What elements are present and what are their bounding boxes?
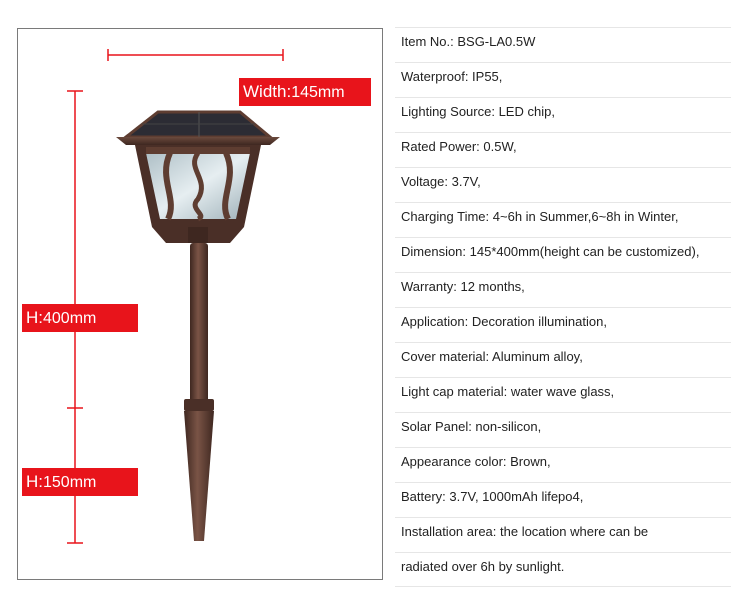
total-height-label-value: 400mm: [43, 310, 97, 327]
spec-battery: Battery: 3.7V, 1000mAh lifepo4,: [395, 482, 731, 517]
spec-installation-area-continued: radiated over 6h by sunlight.: [395, 552, 731, 587]
spec-lighting-source: Lighting Source: LED chip,: [395, 97, 731, 132]
stake-height-label-value: 150mm: [43, 474, 97, 491]
lamp-pole: [184, 243, 214, 411]
spec-warranty: Warranty: 12 months,: [395, 272, 731, 307]
solar-cap: [116, 112, 280, 145]
spec-dimension: Dimension: 145*400mm(height can be customized),: [395, 237, 731, 272]
stake-height-dimension-label: [22, 468, 138, 496]
ground-stake: [184, 411, 214, 541]
spec-installation-area: Installation area: the location where can be: [395, 517, 731, 552]
total-height-label-prefix: H:: [26, 308, 43, 327]
spec-rated-power: Rated Power: 0.5W,: [395, 132, 731, 167]
stake-height-label-prefix: H:: [26, 472, 43, 491]
spec-waterproof: Waterproof: IP55,: [395, 62, 731, 97]
width-dimension-label: [239, 78, 371, 106]
spec-appearance-color: Appearance color: Brown,: [395, 447, 731, 482]
lantern-body: [135, 145, 261, 243]
width-label-prefix: Width:: [243, 82, 292, 101]
spec-light-cap-material: Light cap material: water wave glass,: [395, 377, 731, 412]
spec-voltage: Voltage: 3.7V,: [395, 167, 731, 202]
spec-cover-material: Cover material: Aluminum alloy,: [395, 342, 731, 377]
product-image-panel: [17, 28, 383, 580]
spec-item-number: Item No.: BSG-LA0.5W: [395, 27, 731, 62]
width-label-value: 145mm: [291, 84, 345, 101]
total-height-dimension-label: [22, 304, 138, 332]
spec-charging-time: Charging Time: 4~6h in Summer,6~8h in Winter,: [395, 202, 731, 237]
width-dimension-line: [108, 49, 283, 61]
spec-solar-panel: Solar Panel: non-silicon,: [395, 412, 731, 447]
specification-list: [395, 27, 731, 587]
spec-application: Application: Decoration illumination,: [395, 307, 731, 342]
